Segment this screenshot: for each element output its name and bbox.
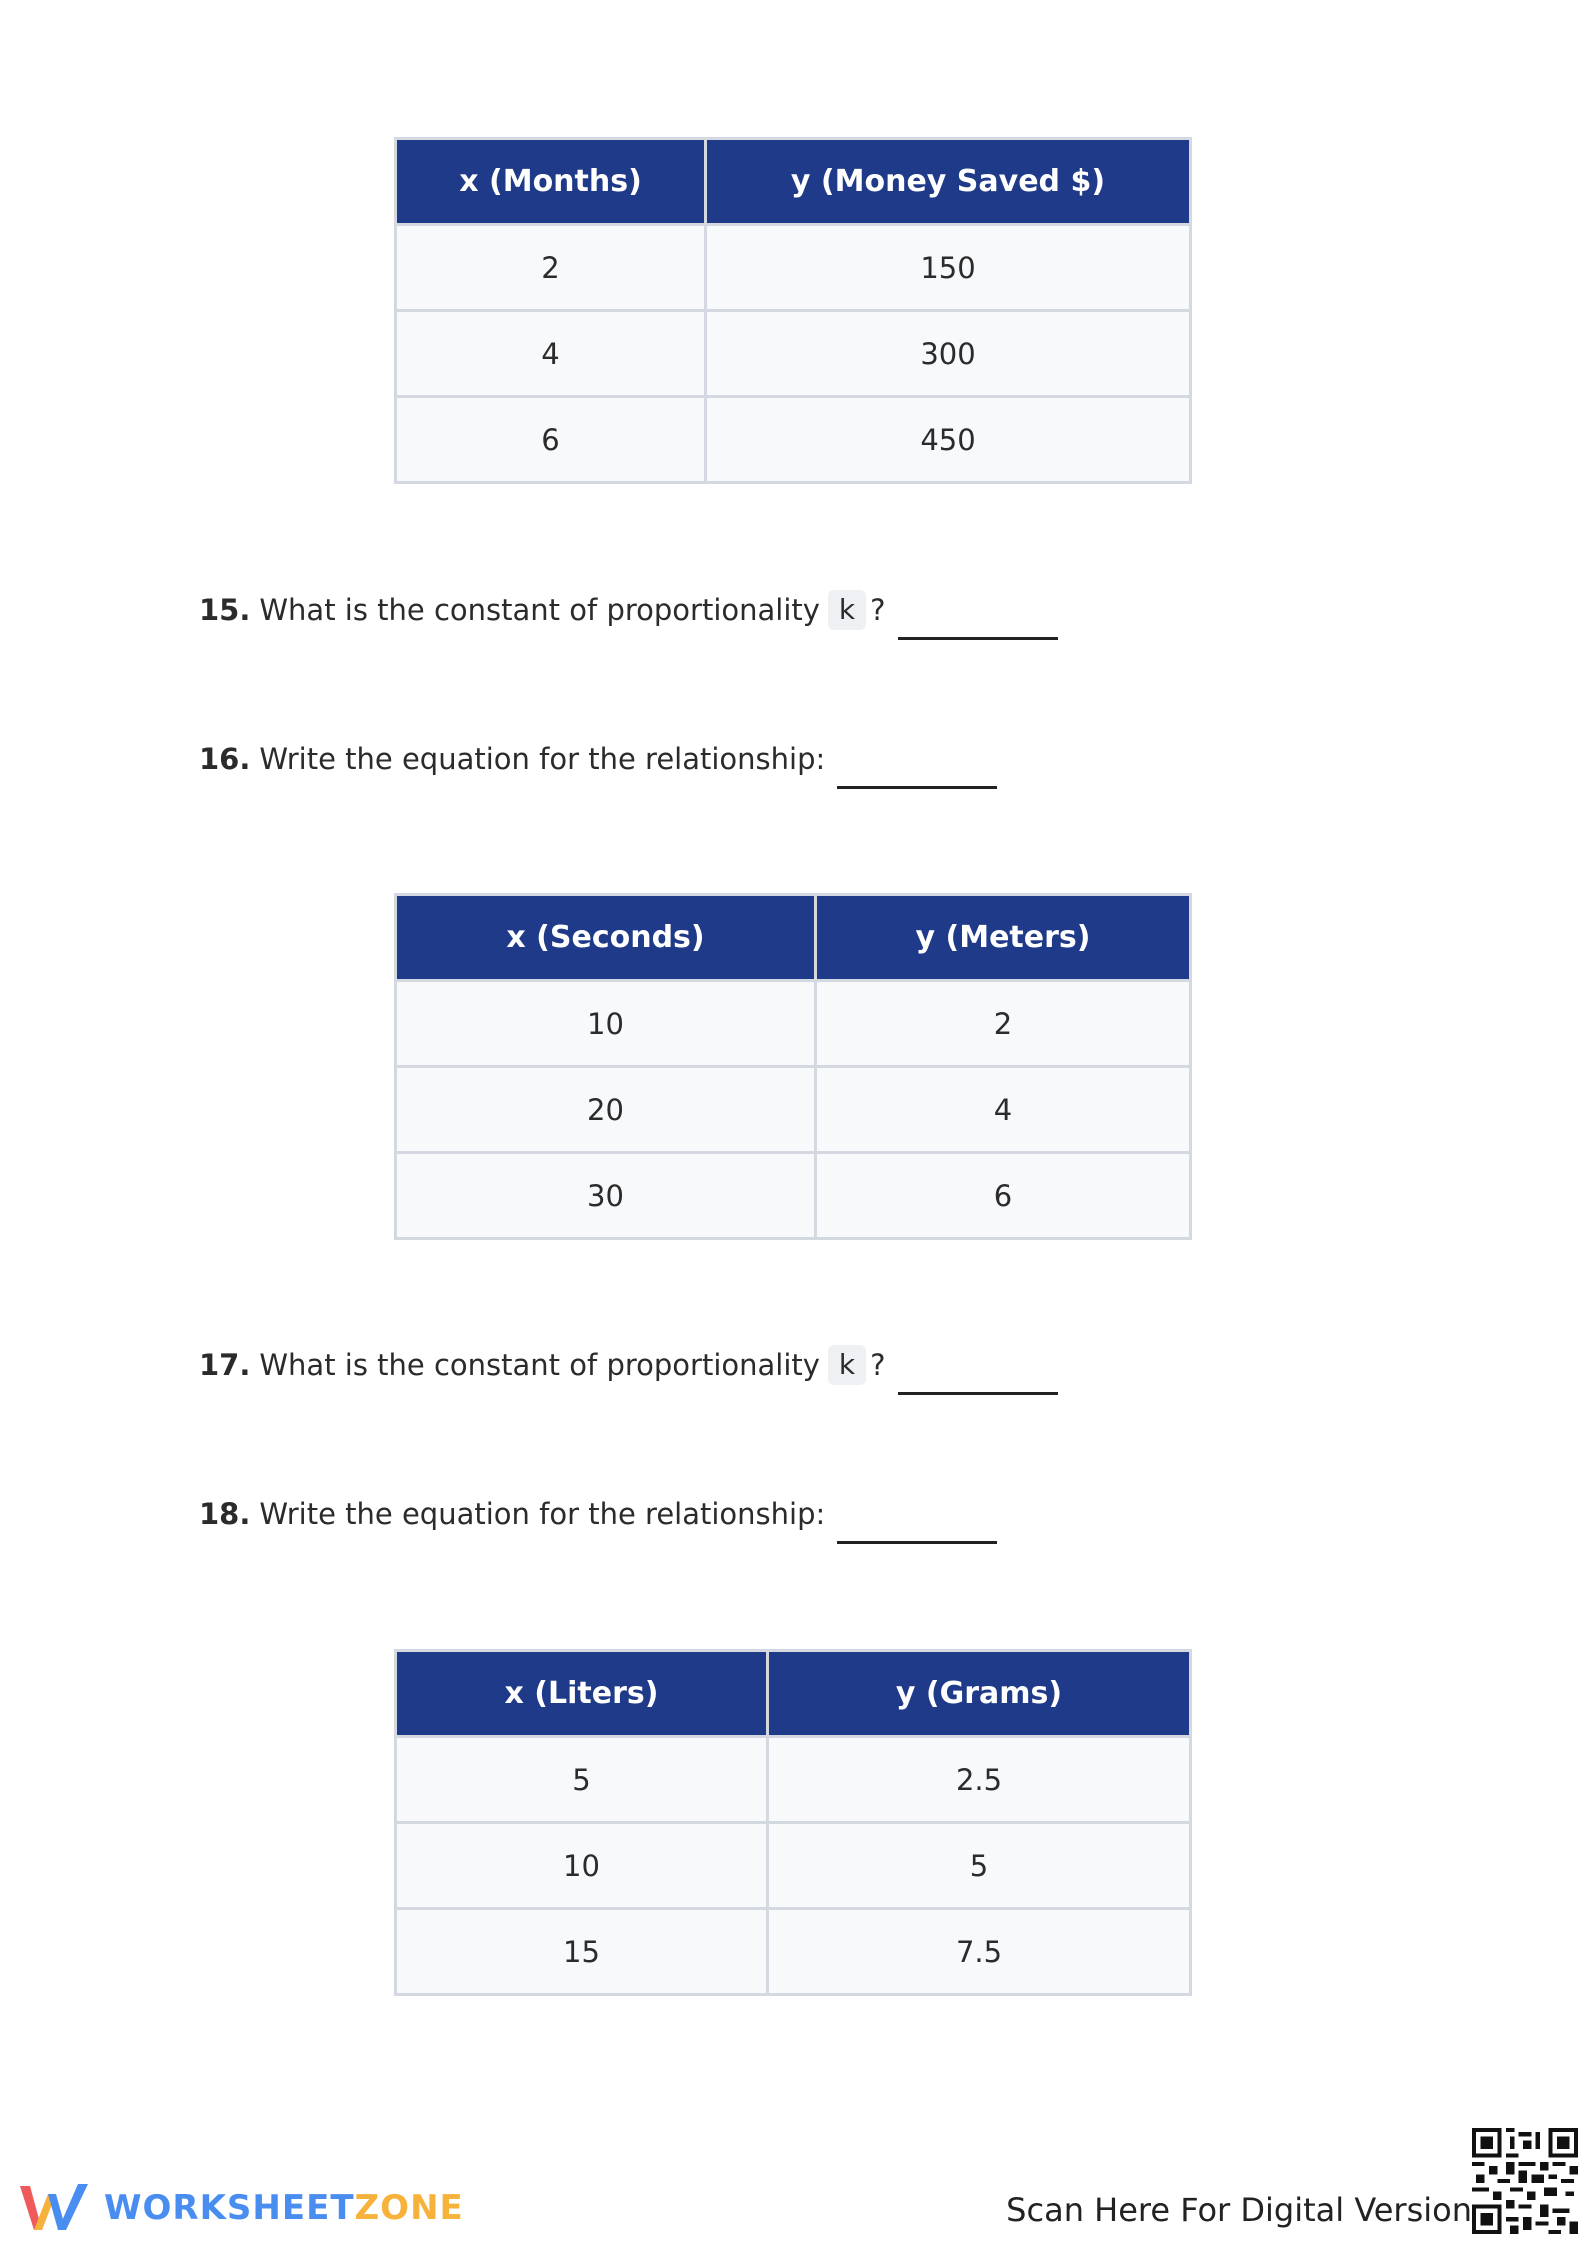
- table-header-cell: y (Grams): [768, 1651, 1191, 1737]
- answer-blank[interactable]: [837, 1509, 997, 1544]
- data-table-liters: [394, 1649, 1192, 1996]
- table-header-cell: y (Money Saved $): [706, 139, 1191, 225]
- question-16: [199, 737, 997, 781]
- scan-text: Scan Here For Digital Version: [1006, 2191, 1472, 2229]
- table-cell: 4: [816, 1067, 1191, 1153]
- table-cell: 5: [768, 1823, 1191, 1909]
- question-number: 15.: [199, 593, 251, 627]
- table-cell: 6: [816, 1153, 1191, 1239]
- qr-code-icon[interactable]: [1472, 2128, 1578, 2234]
- table-row: [396, 225, 1191, 311]
- table-row: [396, 1153, 1191, 1239]
- table-cell: 450: [706, 397, 1191, 483]
- table-header-cell: y (Meters): [816, 895, 1191, 981]
- table-header-row: [396, 1651, 1191, 1737]
- table-row: [396, 311, 1191, 397]
- table-row: [396, 397, 1191, 483]
- table-cell: 2: [396, 225, 706, 311]
- question-15: [199, 588, 1058, 632]
- question-text: Write the equation for the relationship:: [259, 742, 826, 776]
- table-cell: 6: [396, 397, 706, 483]
- answer-blank[interactable]: [898, 1360, 1058, 1395]
- brand-name: [104, 2188, 464, 2228]
- worksheetzone-w-logo-icon: [18, 2180, 94, 2236]
- question-text: What is the constant of proportionality: [259, 1348, 820, 1382]
- table-header-cell: x (Months): [396, 139, 706, 225]
- question-text: Write the equation for the relationship:: [259, 1497, 826, 1531]
- table-header-row: [396, 895, 1191, 981]
- table-header-cell: x (Liters): [396, 1651, 768, 1737]
- table-cell: 2.5: [768, 1737, 1191, 1823]
- question-suffix: ?: [870, 593, 886, 627]
- table-row: [396, 981, 1191, 1067]
- answer-blank[interactable]: [837, 754, 997, 789]
- data-table-months: [394, 137, 1192, 484]
- variable-k: k: [828, 1345, 866, 1385]
- table-cell: 20: [396, 1067, 816, 1153]
- question-18: [199, 1492, 997, 1536]
- data-table-seconds: [394, 893, 1192, 1240]
- table-row: [396, 1067, 1191, 1153]
- table-row: [396, 1909, 1191, 1995]
- question-number: 17.: [199, 1348, 251, 1382]
- table-cell: 7.5: [768, 1909, 1191, 1995]
- answer-blank[interactable]: [898, 605, 1058, 640]
- variable-k: k: [828, 590, 866, 630]
- question-text: What is the constant of proportionality: [259, 593, 820, 627]
- question-number: 18.: [199, 1497, 251, 1531]
- table-header-row: [396, 139, 1191, 225]
- question-17: [199, 1343, 1058, 1387]
- brand-name-part1: WORKSHEET: [104, 2188, 355, 2228]
- table-row: [396, 1823, 1191, 1909]
- table-cell: 30: [396, 1153, 816, 1239]
- table-cell: 2: [816, 981, 1191, 1067]
- table-cell: 5: [396, 1737, 768, 1823]
- table-row: [396, 1737, 1191, 1823]
- table-cell: 15: [396, 1909, 768, 1995]
- table-cell: 10: [396, 1823, 768, 1909]
- brand-name-part2: ZONE: [354, 2188, 464, 2228]
- table-header-cell: x (Seconds): [396, 895, 816, 981]
- question-suffix: ?: [870, 1348, 886, 1382]
- table-cell: 4: [396, 311, 706, 397]
- table-cell: 300: [706, 311, 1191, 397]
- table-cell: 10: [396, 981, 816, 1067]
- worksheetzone-logo[interactable]: [18, 2180, 464, 2236]
- table-cell: 150: [706, 225, 1191, 311]
- question-number: 16.: [199, 742, 251, 776]
